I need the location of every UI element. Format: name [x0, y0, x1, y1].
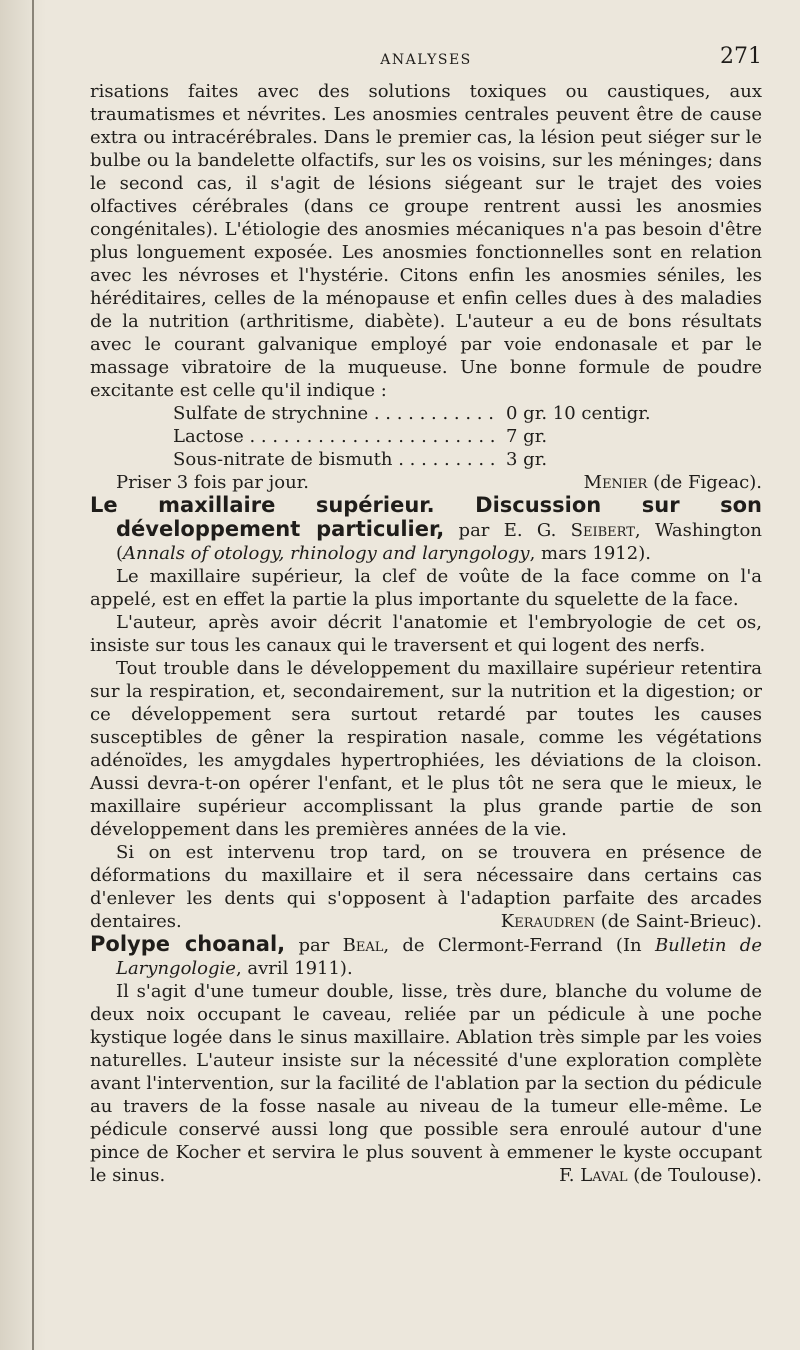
recipe-quantity: 3 gr. [506, 449, 548, 470]
author-place: (de Saint-Brieuc). [600, 911, 762, 932]
signature [475, 910, 762, 933]
recipe-quantity: 0 gr. 10 centigr. [506, 403, 651, 424]
paragraph [90, 841, 762, 933]
page-gutter [0, 0, 46, 1350]
paragraph: Le maxillaire supérieur, la clef de voûte de la face comme on l'a appelé, est en effet la partie la plus importante du squelette de la face. [90, 566, 762, 610]
running-head [90, 40, 762, 80]
paragraph: L'auteur, après avoir décrit l'anatomie et l'embryologie de cet os, insiste sur tous les canaux qui le traversent et qui logent des nerfs. [90, 612, 762, 656]
recipe-item [173, 425, 762, 448]
page-number: 271 [720, 44, 762, 69]
article-place: , de Clermont-Ferrand (In [383, 935, 642, 956]
article-title: Le maxillaire supérieur. Discussion sur son développement particulier, [90, 493, 762, 541]
author-name: Menier [583, 472, 648, 493]
author-place: (de Figeac). [653, 472, 762, 493]
signature-line [90, 471, 762, 494]
recipe-quantity: 7 gr. [506, 426, 548, 447]
article-title: Polype choanal, [90, 932, 286, 956]
article-date: , mars 1912). [529, 543, 651, 564]
signature [584, 471, 762, 494]
article-by: par E. G. [458, 520, 557, 541]
author-name: Laval [580, 1165, 628, 1186]
recipe-item [173, 448, 762, 471]
article-journal: Bulletin de Laryngologie [116, 935, 762, 979]
article-heading [90, 933, 762, 980]
signature [533, 1164, 762, 1187]
instruction-text: Priser 3 fois par jour. [116, 472, 310, 493]
page-fold-line [32, 0, 34, 1350]
article-heading [90, 494, 762, 565]
paragraph-anosmies: risations faites avec des solutions toxiques ou caustiques, aux traumatismes et névrites. Les anosmies centrales peuvent être de cause extra ou intracérébrales. Dans le premier cas, la lésion peut siéger sur le bulbe ou la bandelette olfactifs, sur les os voisins, sur les méninges; dans le second cas, il s'agit de lésions siégeant sur le trajet des voies olfactives cérébrales (dans ce groupe rentrent aussi les anosmies congénitales). L'étiologie des anosmies mécaniques n'a pas besoin d'être plus longuement exposée. Les anosmies fonctionnelles sont en relation avec les névroses et l'hystérie. Citons enfin les anosmies séniles, les héréditaires, celles de la ménopause et enfin celles dues à des maladies de la nutrition (arthritisme, diabète). L'auteur a eu de bons résultats avec le courant galvanique employé par voie endonasale et par le massage vibratoire de la muqueuse. Une bonne formule de poudre excitante est celle qu'il indique : [90, 81, 762, 401]
recipe-ingredient: Lactose . . . [173, 425, 500, 448]
body-text [90, 80, 762, 1187]
page-content [90, 40, 762, 1187]
article-author: Seibert [570, 520, 635, 541]
article-date: , avril 1911). [235, 958, 353, 979]
recipe-ingredient: Sulfate de strychnine . . . [173, 402, 500, 425]
running-title: ANALYSES [380, 52, 472, 68]
article-place: , Washington ( [116, 520, 762, 564]
recipe-list [173, 402, 762, 471]
author-place: (de Toulouse). [633, 1165, 762, 1186]
article-author: Beal [342, 935, 384, 956]
paragraph: Tout trouble dans le développement du maxillaire supérieur retentira sur la respiration, et, secondairement, sur la nutrition et la digestion; or ce développement sera surtout retardé par toutes les causes susceptibles de gêner la respiration nasale, comme les végétations adénoïdes, les amygdales hypertrophiées, les déviations de la cloison. Aussi devra-t-on opérer l'enfant, et le plus tôt ne sera que le mieux, le maxillaire supérieur accomplissant la plus grande partie de son développement dans les premières années de la vie. [90, 658, 762, 840]
paragraph [90, 980, 762, 1187]
paragraph-text: Il s'agit d'une tumeur double, lisse, très dure, blanche du volume de deux noix occupant le caveau, reliée par un pédicule à une poche kystique logée dans le sinus maxillaire. Ablation très simple par les voies naturelles. L'auteur insiste sur la nécessité d'une exploration complète avant l'intervention, sur la facilité de l'ablation par la section du pédicule au travers de la fosse nasale au niveau de la tumeur elle-même. Le pédicule conservé aussi long que possible sera enroulé autour d'une pince de Kocher et servira le plus souvent à emmener le kyste occupant le sinus. [90, 981, 762, 1186]
article-by: par [298, 935, 330, 956]
recipe-ingredient: Sous-nitrate de bismuth . . . [173, 448, 500, 471]
recipe-item [173, 402, 762, 425]
author-name: Keraudren [500, 911, 595, 932]
author-initial: F. [559, 1165, 575, 1186]
article-journal: Annals of otology, rhinology and laryngology [123, 543, 530, 564]
paragraph-text: Si on est intervenu trop tard, on se trouvera en présence de déformations du maxillaire et il sera nécessaire dans certains cas d'enlever les dents qui s'opposent à l'adaption parfaite des arcades dentaires. [90, 842, 762, 932]
